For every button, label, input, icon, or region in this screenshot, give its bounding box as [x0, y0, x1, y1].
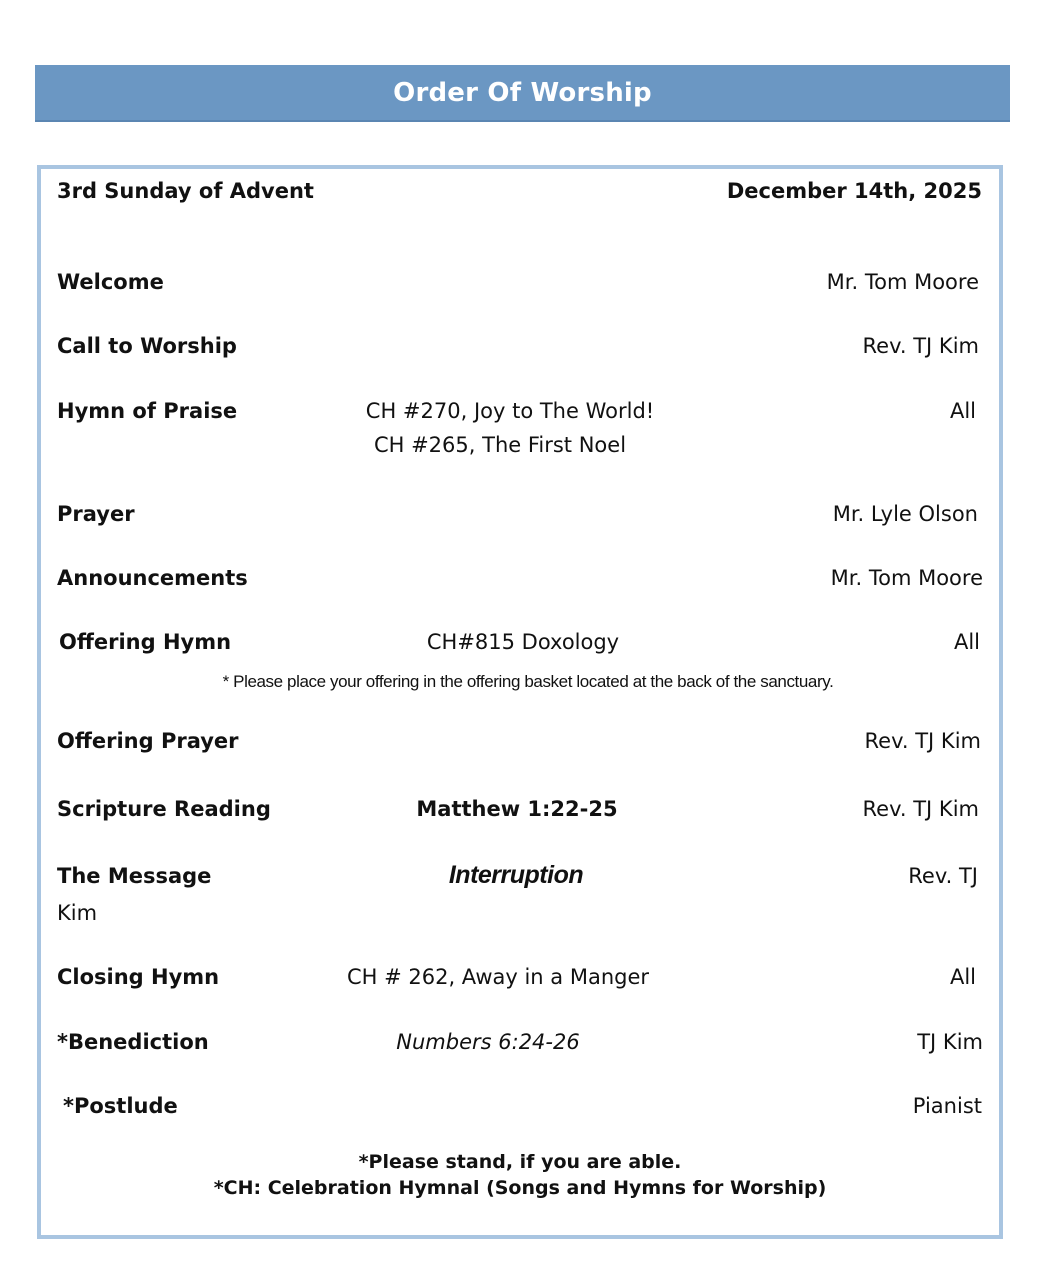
- item-leader-offering-hymn: All: [953, 630, 980, 654]
- item-leader-benediction: TJ Kim: [917, 1030, 983, 1054]
- item-detail-offering-hymn: CH#815 Doxology: [426, 630, 620, 654]
- item-detail-closing-hymn: CH # 262, Away in a Manger: [346, 965, 650, 989]
- item-label-offering-hymn: Offering Hymn: [59, 630, 232, 654]
- item-leader-the-message-continued: Kim: [57, 901, 98, 925]
- sermon-title: Interruption: [448, 861, 584, 889]
- item-label-hymn-of-praise: Hymn of Praise: [57, 399, 238, 423]
- item-detail-hymn-of-praise-1: CH #270, Joy to The World!: [365, 399, 655, 423]
- item-leader-the-message: Rev. TJ: [908, 864, 978, 888]
- item-label-prayer: Prayer: [57, 502, 135, 526]
- order-of-worship-frame: [37, 165, 1003, 1239]
- item-label-welcome: Welcome: [57, 270, 164, 294]
- item-leader-prayer: Mr. Lyle Olson: [832, 502, 978, 526]
- item-label-offering-prayer: Offering Prayer: [57, 729, 239, 753]
- item-detail-benediction: Numbers 6:24-26: [396, 1030, 580, 1054]
- page-title: Order Of Worship: [393, 77, 652, 108]
- item-label-closing-hymn: Closing Hymn: [57, 965, 220, 989]
- item-label-announcements: Announcements: [57, 566, 248, 590]
- item-leader-call-to-worship: Rev. TJ Kim: [862, 334, 979, 358]
- item-leader-announcements: Mr. Tom Moore: [830, 566, 983, 590]
- title-banner: [35, 65, 1010, 122]
- item-leader-postlude: Pianist: [912, 1094, 982, 1118]
- item-leader-hymn-of-praise: All: [949, 399, 976, 423]
- service-occasion: 3rd Sunday of Advent: [57, 179, 314, 203]
- footer-hymnal-note: *CH: Celebration Hymnal (Songs and Hymns for Worship): [213, 1177, 827, 1199]
- item-label-scripture-reading: Scripture Reading: [57, 797, 271, 821]
- item-leader-welcome: Mr. Tom Moore: [826, 270, 979, 294]
- offering-note: * Please place your offering in the offering basket located at the back of the sanctuary.: [222, 672, 834, 691]
- item-label-benediction: *Benediction: [57, 1030, 209, 1054]
- item-leader-offering-prayer: Rev. TJ Kim: [864, 729, 981, 753]
- item-detail-hymn-of-praise-2: CH #265, The First Noel: [373, 433, 627, 457]
- item-label-the-message: The Message: [57, 864, 212, 888]
- item-label-call-to-worship: Call to Worship: [57, 334, 237, 358]
- service-date: December 14th, 2025: [726, 179, 982, 203]
- footer-stand-note: *Please stand, if you are able.: [358, 1151, 682, 1173]
- item-label-postlude: *Postlude: [63, 1094, 178, 1118]
- item-detail-scripture-reading: Matthew 1:22-25: [416, 797, 618, 821]
- item-leader-scripture-reading: Rev. TJ Kim: [862, 797, 979, 821]
- item-leader-closing-hymn: All: [949, 965, 976, 989]
